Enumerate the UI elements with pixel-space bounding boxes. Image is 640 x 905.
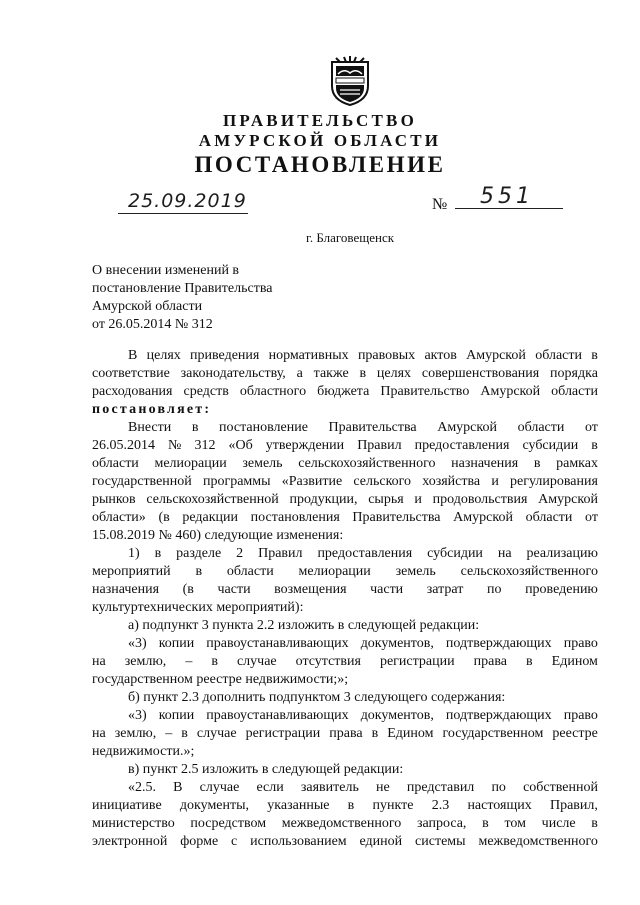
body-line — [92, 545, 598, 563]
word: пункте — [372, 798, 414, 813]
body-line — [92, 797, 598, 815]
word: а — [296, 366, 303, 381]
word: запроса, — [416, 816, 467, 831]
word: возмещения — [274, 582, 347, 597]
word: в — [526, 654, 533, 669]
word: назначения — [92, 582, 160, 597]
word: предоставления — [414, 438, 510, 453]
word: электронной — [92, 834, 168, 849]
word: сельскохозяйственного — [298, 456, 436, 471]
word: В — [128, 348, 138, 363]
word: министерство — [92, 816, 175, 831]
word: рынков — [92, 492, 136, 507]
word: области — [525, 510, 573, 525]
word: целях — [146, 348, 181, 363]
body-line — [92, 707, 598, 725]
word: сельского — [353, 474, 412, 489]
word: (в — [158, 510, 170, 525]
number-underline — [455, 208, 563, 209]
word: Правил — [357, 438, 402, 453]
word: Амурской — [437, 420, 497, 435]
handwritten-number: 551 — [480, 184, 534, 209]
word: продовольствия — [432, 492, 528, 507]
word: от — [585, 510, 598, 525]
word: отсутствия — [295, 654, 361, 669]
word: мероприятий — [92, 564, 171, 579]
region-title: АМУРСКОЙ ОБЛАСТИ — [198, 131, 442, 150]
document-body — [92, 347, 598, 851]
word: с — [231, 834, 238, 849]
word: случае — [236, 654, 277, 669]
word: целях — [376, 366, 412, 381]
word: (в — [182, 582, 194, 597]
subject-block — [92, 262, 272, 334]
word: на — [497, 546, 512, 561]
word: если — [256, 780, 284, 795]
word: Правительства — [328, 420, 417, 435]
intro-line — [92, 383, 598, 401]
word: землю, — [114, 726, 157, 741]
word: межведомственного — [478, 834, 598, 849]
body-line — [92, 491, 598, 509]
body-line: 15.08.2019 № 460) следующие изменения: — [92, 528, 344, 543]
word: форме — [180, 834, 219, 849]
word: также — [313, 366, 349, 381]
word: в — [181, 726, 188, 741]
body-line: государственном реестре недвижимости;»; — [92, 672, 349, 687]
word: системы — [415, 834, 466, 849]
word: государственном — [442, 726, 544, 741]
word: числе — [541, 816, 576, 831]
word: в — [195, 564, 203, 579]
handwritten-date: 25.09.2019 — [128, 190, 247, 212]
word: документов, — [360, 708, 434, 723]
word: области» — [92, 510, 146, 525]
word: Едином — [551, 654, 598, 669]
word: расходования — [92, 384, 173, 399]
word: право — [563, 636, 598, 651]
word: бюджета — [317, 384, 370, 399]
body-line — [92, 509, 598, 527]
word: «Об — [228, 438, 253, 453]
word: землю, — [124, 654, 167, 669]
word: от — [584, 420, 598, 435]
body-line: недвижимости.»; — [92, 744, 195, 759]
word: 2.3 — [431, 798, 450, 813]
body-line: культуртехнических мероприятий): — [92, 600, 304, 615]
word: Амурской — [480, 384, 541, 399]
word: сырья — [368, 492, 404, 507]
word: государственной — [92, 474, 192, 489]
word: единой — [359, 834, 403, 849]
word: области — [226, 564, 274, 579]
word: в — [154, 546, 162, 561]
word: «3) — [128, 636, 147, 651]
word: в — [191, 420, 199, 435]
body-line — [92, 563, 598, 581]
word: постановление — [219, 420, 308, 435]
word: по — [486, 582, 502, 597]
word: в — [347, 798, 355, 813]
body-line — [92, 725, 598, 743]
word: по — [491, 780, 506, 795]
word: Правил, — [549, 798, 598, 813]
word: подтверждающих — [445, 708, 552, 723]
word: собственной — [523, 780, 598, 795]
word: правоустанавливающих — [206, 636, 349, 651]
word: «3) — [128, 708, 147, 723]
word: Едином — [387, 726, 434, 741]
body-line — [92, 419, 598, 437]
word: в — [371, 726, 379, 741]
word: права — [473, 654, 507, 669]
word: случае — [196, 726, 237, 741]
body-line — [92, 581, 598, 599]
word: – — [185, 654, 193, 669]
word: актов — [424, 348, 457, 363]
body-line — [92, 437, 598, 455]
word: рамках — [556, 456, 598, 471]
word: области — [535, 348, 582, 363]
word: утверждении — [265, 438, 345, 453]
word: случае — [199, 780, 240, 795]
word: инициативе — [92, 798, 162, 813]
word: 2 — [236, 546, 244, 561]
word: области — [517, 420, 565, 435]
word: настоящих — [467, 798, 532, 813]
body-line — [92, 635, 598, 653]
word: соответствие — [92, 366, 170, 381]
resolves-label: постановляет: — [92, 402, 212, 417]
word: Правительства — [352, 510, 441, 525]
word: субсидии — [427, 546, 483, 561]
word: правоустанавливающих — [206, 708, 349, 723]
body-line — [92, 833, 598, 851]
word: Правительство — [380, 384, 470, 399]
subject-line: постановление Правительства — [92, 281, 273, 296]
word: правовых — [357, 348, 416, 363]
word: приведения — [190, 348, 260, 363]
body-line — [92, 779, 598, 797]
word: реализацию — [526, 546, 598, 561]
word: области — [92, 456, 139, 471]
word: № — [168, 438, 182, 453]
word: части — [370, 582, 404, 597]
word: представил — [406, 780, 475, 795]
subject-line: Амурской области — [92, 299, 203, 314]
intro-line — [92, 365, 598, 383]
subject-line: от 26.05.2014 № 312 — [92, 317, 213, 332]
word: 1) — [128, 546, 140, 561]
word: регистрации — [379, 654, 455, 669]
word: в — [591, 348, 598, 363]
number-sign: № — [432, 196, 448, 213]
intro-line — [92, 347, 598, 365]
word: не — [375, 780, 390, 795]
word: области — [551, 384, 598, 399]
word: регистрации — [245, 726, 321, 741]
word: Амурской — [538, 492, 598, 507]
city-label: г. Благовещенск — [305, 230, 395, 245]
word: использованием — [250, 834, 347, 849]
word: межведомственного — [281, 816, 402, 831]
word: средств — [183, 384, 229, 399]
coat-of-arms-icon — [328, 56, 372, 106]
word: постановления — [250, 510, 340, 525]
government-title: ПРАВИТЕЛЬСТВО — [223, 111, 417, 130]
word: нормативных — [268, 348, 349, 363]
word: мелиорации — [154, 456, 227, 471]
word: указанные — [267, 798, 330, 813]
word: в — [591, 816, 598, 831]
body-line: в) пункт 2.5 изложить в следующей редакции: — [128, 762, 404, 777]
word: 26.05.2014 — [92, 438, 155, 453]
word: – — [165, 726, 173, 741]
word: областного — [239, 384, 307, 399]
word: Правил — [258, 546, 303, 561]
word: документы, — [179, 798, 250, 813]
word: законодательству, — [180, 366, 286, 381]
word: Амурской — [466, 348, 526, 363]
word: документов, — [360, 636, 434, 651]
word: в — [211, 654, 218, 669]
word: сельскохозяйственного — [460, 564, 598, 579]
word: проведению — [525, 582, 598, 597]
word: разделе — [176, 546, 222, 561]
word: копии — [158, 708, 195, 723]
word: подтверждающих — [445, 636, 552, 651]
word: сельскохозяйственной — [146, 492, 279, 507]
word: посредством — [190, 816, 267, 831]
word: в — [482, 816, 489, 831]
word: в — [533, 456, 541, 471]
document-type: ПОСТАНОВЛЕНИЕ — [194, 152, 446, 177]
word: «2.5. — [128, 780, 156, 795]
word: продукции, — [289, 492, 358, 507]
word: предоставления — [317, 546, 413, 561]
body-line — [92, 455, 598, 473]
word: хозяйства — [422, 474, 481, 489]
word: заявитель — [300, 780, 359, 795]
word: и — [414, 492, 422, 507]
word: мелиорации — [298, 564, 371, 579]
word: части — [217, 582, 251, 597]
word: право — [563, 708, 598, 723]
word: программы — [202, 474, 271, 489]
word: земель — [242, 456, 283, 471]
word: Внести — [128, 420, 172, 435]
word: 312 — [194, 438, 216, 453]
body-line — [92, 653, 598, 671]
word: субсидии — [522, 438, 579, 453]
word: реестре — [552, 726, 598, 741]
word: земель — [395, 564, 436, 579]
word: совершенствования — [421, 366, 540, 381]
body-line: а) подпункт 3 пункта 2.2 изложить в следующей редакции: — [128, 618, 480, 633]
word: и — [491, 474, 499, 489]
word: В — [173, 780, 183, 795]
word: Амурской — [453, 510, 513, 525]
word: порядка — [550, 366, 598, 381]
body-line: б) пункт 2.3 дополнить подпунктом 3 следующего содержания: — [128, 690, 506, 705]
body-line — [92, 815, 598, 833]
word: назначения — [451, 456, 519, 471]
word: на — [92, 654, 106, 669]
word: затрат — [426, 582, 464, 597]
date-underline — [118, 213, 248, 214]
word: на — [92, 726, 106, 741]
body-line — [92, 473, 598, 491]
word: «Развитие — [281, 474, 343, 489]
subject-line: О внесении изменений в — [92, 263, 240, 278]
word: в — [359, 366, 367, 381]
word: права — [329, 726, 363, 741]
word: в — [591, 438, 598, 453]
word: регулирования — [510, 474, 598, 489]
word: копии — [158, 636, 195, 651]
word: том — [504, 816, 526, 831]
word: редакции — [182, 510, 239, 525]
